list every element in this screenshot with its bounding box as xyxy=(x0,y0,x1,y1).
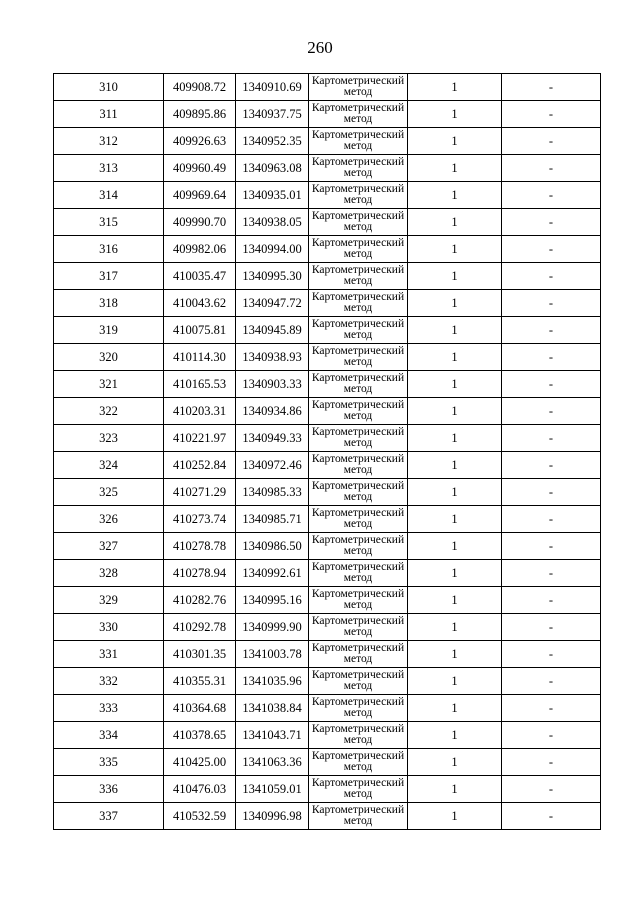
table-row xyxy=(54,506,601,533)
point-number-cell: 331 xyxy=(54,641,164,668)
count-cell: 1 xyxy=(408,344,502,371)
count-cell: 1 xyxy=(408,803,502,830)
point-number-cell: 314 xyxy=(54,182,164,209)
x-coordinate-cell: 409895.86 xyxy=(164,101,236,128)
point-number-cell: 335 xyxy=(54,749,164,776)
point-number-cell: 311 xyxy=(54,101,164,128)
x-coordinate-cell: 410301.35 xyxy=(164,641,236,668)
method-cell: Картометрический метод xyxy=(309,128,408,155)
table-row xyxy=(54,101,601,128)
note-cell: - xyxy=(502,101,601,128)
point-number-cell: 325 xyxy=(54,479,164,506)
method-cell: Картометрический метод xyxy=(309,560,408,587)
method-cell: Картометрический метод xyxy=(309,614,408,641)
method-cell: Картометрический метод xyxy=(309,641,408,668)
method-cell: Картометрический метод xyxy=(309,425,408,452)
note-cell: - xyxy=(502,344,601,371)
table-row xyxy=(54,560,601,587)
note-cell: - xyxy=(502,614,601,641)
y-coordinate-cell: 1340934.86 xyxy=(236,398,309,425)
count-cell: 1 xyxy=(408,479,502,506)
count-cell: 1 xyxy=(408,560,502,587)
x-coordinate-cell: 410252.84 xyxy=(164,452,236,479)
count-cell: 1 xyxy=(408,182,502,209)
count-cell: 1 xyxy=(408,236,502,263)
method-cell: Картометрический метод xyxy=(309,776,408,803)
point-number-cell: 313 xyxy=(54,155,164,182)
table-row xyxy=(54,209,601,236)
count-cell: 1 xyxy=(408,533,502,560)
table-row xyxy=(54,398,601,425)
method-cell: Картометрический метод xyxy=(309,722,408,749)
coordinates-table xyxy=(53,73,601,830)
y-coordinate-cell: 1340972.46 xyxy=(236,452,309,479)
x-coordinate-cell: 409982.06 xyxy=(164,236,236,263)
count-cell: 1 xyxy=(408,317,502,344)
point-number-cell: 321 xyxy=(54,371,164,398)
table-row xyxy=(54,236,601,263)
count-cell: 1 xyxy=(408,587,502,614)
note-cell: - xyxy=(502,749,601,776)
note-cell: - xyxy=(502,560,601,587)
point-number-cell: 327 xyxy=(54,533,164,560)
table-row xyxy=(54,614,601,641)
y-coordinate-cell: 1340994.00 xyxy=(236,236,309,263)
point-number-cell: 312 xyxy=(54,128,164,155)
table-row xyxy=(54,479,601,506)
table-row xyxy=(54,533,601,560)
table-row xyxy=(54,182,601,209)
point-number-cell: 316 xyxy=(54,236,164,263)
y-coordinate-cell: 1340985.71 xyxy=(236,506,309,533)
count-cell: 1 xyxy=(408,290,502,317)
y-coordinate-cell: 1340947.72 xyxy=(236,290,309,317)
note-cell: - xyxy=(502,128,601,155)
table-row xyxy=(54,371,601,398)
x-coordinate-cell: 410203.31 xyxy=(164,398,236,425)
method-cell: Картометрический метод xyxy=(309,182,408,209)
count-cell: 1 xyxy=(408,425,502,452)
point-number-cell: 315 xyxy=(54,209,164,236)
count-cell: 1 xyxy=(408,398,502,425)
y-coordinate-cell: 1340963.08 xyxy=(236,155,309,182)
count-cell: 1 xyxy=(408,695,502,722)
method-cell: Картометрический метод xyxy=(309,236,408,263)
y-coordinate-cell: 1341038.84 xyxy=(236,695,309,722)
note-cell: - xyxy=(502,452,601,479)
x-coordinate-cell: 409926.63 xyxy=(164,128,236,155)
x-coordinate-cell: 409908.72 xyxy=(164,74,236,101)
count-cell: 1 xyxy=(408,101,502,128)
point-number-cell: 333 xyxy=(54,695,164,722)
point-number-cell: 330 xyxy=(54,614,164,641)
note-cell: - xyxy=(502,317,601,344)
point-number-cell: 337 xyxy=(54,803,164,830)
count-cell: 1 xyxy=(408,74,502,101)
note-cell: - xyxy=(502,533,601,560)
method-cell: Картометрический метод xyxy=(309,587,408,614)
note-cell: - xyxy=(502,290,601,317)
method-cell: Картометрический метод xyxy=(309,155,408,182)
x-coordinate-cell: 410271.29 xyxy=(164,479,236,506)
table-row xyxy=(54,317,601,344)
point-number-cell: 322 xyxy=(54,398,164,425)
x-coordinate-cell: 410292.78 xyxy=(164,614,236,641)
y-coordinate-cell: 1340937.75 xyxy=(236,101,309,128)
note-cell: - xyxy=(502,695,601,722)
table-row xyxy=(54,425,601,452)
x-coordinate-cell: 410075.81 xyxy=(164,317,236,344)
y-coordinate-cell: 1340992.61 xyxy=(236,560,309,587)
page-number: 260 xyxy=(307,38,333,57)
table-row xyxy=(54,344,601,371)
method-cell: Картометрический метод xyxy=(309,506,408,533)
table-row xyxy=(54,290,601,317)
y-coordinate-cell: 1340999.90 xyxy=(236,614,309,641)
count-cell: 1 xyxy=(408,668,502,695)
method-cell: Картометрический метод xyxy=(309,479,408,506)
table-row xyxy=(54,776,601,803)
note-cell: - xyxy=(502,398,601,425)
point-number-cell: 317 xyxy=(54,263,164,290)
x-coordinate-cell: 410425.00 xyxy=(164,749,236,776)
count-cell: 1 xyxy=(408,209,502,236)
table-row xyxy=(54,749,601,776)
x-coordinate-cell: 410282.76 xyxy=(164,587,236,614)
count-cell: 1 xyxy=(408,749,502,776)
x-coordinate-cell: 410278.94 xyxy=(164,560,236,587)
note-cell: - xyxy=(502,479,601,506)
y-coordinate-cell: 1340945.89 xyxy=(236,317,309,344)
point-number-cell: 310 xyxy=(54,74,164,101)
y-coordinate-cell: 1340903.33 xyxy=(236,371,309,398)
note-cell: - xyxy=(502,155,601,182)
y-coordinate-cell: 1341059.01 xyxy=(236,776,309,803)
y-coordinate-cell: 1340949.33 xyxy=(236,425,309,452)
method-cell: Картометрический метод xyxy=(309,290,408,317)
point-number-cell: 319 xyxy=(54,317,164,344)
method-cell: Картометрический метод xyxy=(309,344,408,371)
count-cell: 1 xyxy=(408,263,502,290)
note-cell: - xyxy=(502,263,601,290)
x-coordinate-cell: 410476.03 xyxy=(164,776,236,803)
count-cell: 1 xyxy=(408,452,502,479)
point-number-cell: 324 xyxy=(54,452,164,479)
count-cell: 1 xyxy=(408,128,502,155)
y-coordinate-cell: 1340938.93 xyxy=(236,344,309,371)
table-row xyxy=(54,128,601,155)
note-cell: - xyxy=(502,641,601,668)
note-cell: - xyxy=(502,668,601,695)
note-cell: - xyxy=(502,776,601,803)
y-coordinate-cell: 1340938.05 xyxy=(236,209,309,236)
method-cell: Картометрический метод xyxy=(309,209,408,236)
point-number-cell: 326 xyxy=(54,506,164,533)
method-cell: Картометрический метод xyxy=(309,668,408,695)
table-row xyxy=(54,668,601,695)
x-coordinate-cell: 410114.30 xyxy=(164,344,236,371)
y-coordinate-cell: 1340986.50 xyxy=(236,533,309,560)
point-number-cell: 323 xyxy=(54,425,164,452)
count-cell: 1 xyxy=(408,776,502,803)
table-row xyxy=(54,803,601,830)
x-coordinate-cell: 410221.97 xyxy=(164,425,236,452)
count-cell: 1 xyxy=(408,371,502,398)
count-cell: 1 xyxy=(408,506,502,533)
y-coordinate-cell: 1340935.01 xyxy=(236,182,309,209)
table-row xyxy=(54,587,601,614)
y-coordinate-cell: 1340910.69 xyxy=(236,74,309,101)
x-coordinate-cell: 410165.53 xyxy=(164,371,236,398)
y-coordinate-cell: 1340985.33 xyxy=(236,479,309,506)
y-coordinate-cell: 1340995.16 xyxy=(236,587,309,614)
x-coordinate-cell: 409990.70 xyxy=(164,209,236,236)
y-coordinate-cell: 1341003.78 xyxy=(236,641,309,668)
x-coordinate-cell: 410364.68 xyxy=(164,695,236,722)
table-row xyxy=(54,74,601,101)
coordinates-table-body xyxy=(54,74,601,830)
x-coordinate-cell: 410043.62 xyxy=(164,290,236,317)
y-coordinate-cell: 1341035.96 xyxy=(236,668,309,695)
method-cell: Картометрический метод xyxy=(309,533,408,560)
y-coordinate-cell: 1340995.30 xyxy=(236,263,309,290)
count-cell: 1 xyxy=(408,155,502,182)
method-cell: Картометрический метод xyxy=(309,803,408,830)
x-coordinate-cell: 410378.65 xyxy=(164,722,236,749)
note-cell: - xyxy=(502,74,601,101)
point-number-cell: 320 xyxy=(54,344,164,371)
method-cell: Картометрический метод xyxy=(309,452,408,479)
note-cell: - xyxy=(502,371,601,398)
method-cell: Картометрический метод xyxy=(309,101,408,128)
x-coordinate-cell: 410532.59 xyxy=(164,803,236,830)
table-row xyxy=(54,155,601,182)
point-number-cell: 336 xyxy=(54,776,164,803)
x-coordinate-cell: 410278.78 xyxy=(164,533,236,560)
note-cell: - xyxy=(502,803,601,830)
x-coordinate-cell: 410355.31 xyxy=(164,668,236,695)
table-row xyxy=(54,722,601,749)
x-coordinate-cell: 410273.74 xyxy=(164,506,236,533)
point-number-cell: 318 xyxy=(54,290,164,317)
point-number-cell: 328 xyxy=(54,560,164,587)
note-cell: - xyxy=(502,506,601,533)
table-row xyxy=(54,263,601,290)
point-number-cell: 332 xyxy=(54,668,164,695)
table-row xyxy=(54,641,601,668)
y-coordinate-cell: 1341063.36 xyxy=(236,749,309,776)
method-cell: Картометрический метод xyxy=(309,317,408,344)
count-cell: 1 xyxy=(408,722,502,749)
x-coordinate-cell: 409969.64 xyxy=(164,182,236,209)
point-number-cell: 334 xyxy=(54,722,164,749)
note-cell: - xyxy=(502,236,601,263)
method-cell: Картометрический метод xyxy=(309,263,408,290)
note-cell: - xyxy=(502,722,601,749)
count-cell: 1 xyxy=(408,614,502,641)
note-cell: - xyxy=(502,425,601,452)
method-cell: Картометрический метод xyxy=(309,695,408,722)
method-cell: Картометрический метод xyxy=(309,371,408,398)
table-row xyxy=(54,695,601,722)
method-cell: Картометрический метод xyxy=(309,749,408,776)
y-coordinate-cell: 1340996.98 xyxy=(236,803,309,830)
note-cell: - xyxy=(502,209,601,236)
point-number-cell: 329 xyxy=(54,587,164,614)
table-row xyxy=(54,452,601,479)
x-coordinate-cell: 410035.47 xyxy=(164,263,236,290)
x-coordinate-cell: 409960.49 xyxy=(164,155,236,182)
note-cell: - xyxy=(502,182,601,209)
count-cell: 1 xyxy=(408,641,502,668)
y-coordinate-cell: 1340952.35 xyxy=(236,128,309,155)
y-coordinate-cell: 1341043.71 xyxy=(236,722,309,749)
method-cell: Картометрический метод xyxy=(309,398,408,425)
note-cell: - xyxy=(502,587,601,614)
method-cell: Картометрический метод xyxy=(309,74,408,101)
